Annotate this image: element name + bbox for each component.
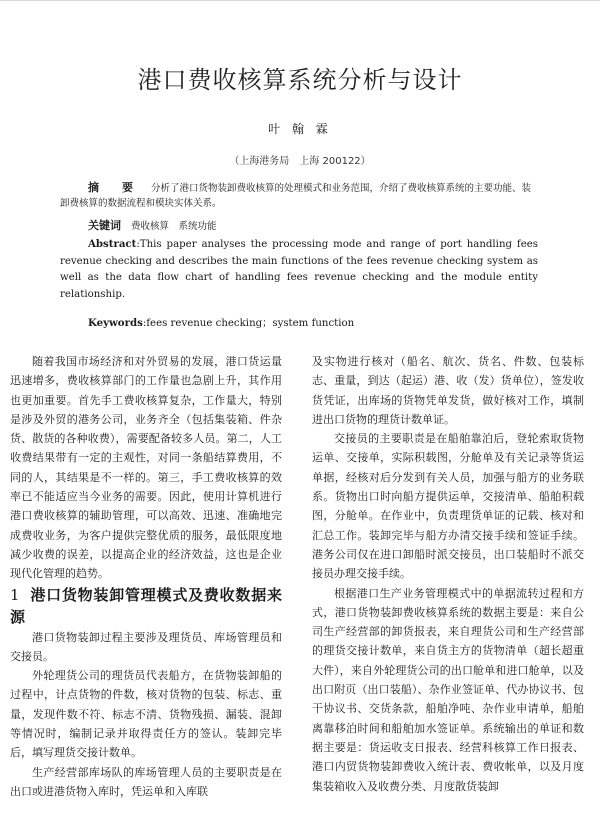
right-paragraph-1: 及实物进行核对（船名、航次、货名、件数、包装标志、重量，到达（起运）港、收（发）货单位），签发收货凭证，出库场的货物凭单发货，做好核对工作，填制进出口货物的理货计数单证。	[312, 355, 584, 426]
keywords-en-label: Keywords	[88, 317, 143, 329]
keywords-cn-label: 关键词	[88, 219, 121, 232]
abstract-cn-text: 分析了港口货物装卸费收核算的处理模式和业务范围，介绍了费收核算系统的主要功能、装卸费核算的数据流程和模块实体关系。	[60, 183, 532, 209]
abstract-en-label: Abstract	[88, 238, 137, 250]
abstract-en-sep: :	[136, 239, 140, 250]
keywords-cn-text: 费收核算 系统功能	[131, 221, 217, 232]
abstract-en	[60, 236, 538, 303]
section-1-heading	[10, 584, 282, 628]
keywords-en-sep: :	[142, 318, 147, 329]
right-paragraph-2: 交接员的主要职责是在船舶靠泊后，登轮索取货物运单、交接单，实际积载图，分舱单及有关记录等货运单据，经核对后分发到有关人员，加强与船方的业务联系。货物出口时向船方提供运单，交接清单、船舶积载图，分舱单。在作业中，负责理货单证的记载、核对和汇总工作。装卸完毕与船方办清交接手续和签证手续。港务公司仅在进口卸船时派交接员，出口装船时不派交接员办理交接手续。	[312, 432, 584, 581]
left-paragraph-1: 随着我国市场经济和对外贸易的发展，港口货运量迅速增多，费收核算部门的工作量也急剧上升，其作用也更加重要。首先手工费收核算复杂，工作量大，特别是涉及外贸的港务公司，业务齐全（包括集装箱、件杂货、散货的各种收费），需要配备较多人员。第二，人工收费结果带有一定的主观性，对同一条船结算费用，不同的人，其结果是不一样的。第三，手工费收核算的效率已不能适应当今业务的需要。因此，使用计算机进行港口费收核算的辅助管理，可以高效、迅速、准确地完成费收业务，为客户提供完整优质的服务，最低限度地减少收费的误差，以提高企业的经济效益，这也是企业现代化管理的趋势。	[10, 355, 282, 581]
left-paragraph-3: 外轮理货公司的理货员代表船方，在货物装卸船的过程中，计点货物的件数，核对货物的包装、标志、重量，发现件数不符、标志不清、货物残损、漏装、混卸等情况时，编制记录并取得责任方的签认。装卸完毕后，填写理货交接计数单。	[10, 669, 282, 760]
section-1-title: 港口货物装卸管理模式及费收数据来源	[10, 585, 282, 626]
body-column-left	[10, 352, 282, 801]
left-paragraph-2: 港口货物装卸过程主要涉及理货员、库场管理员和交接员。	[10, 630, 282, 663]
body-column-right	[312, 352, 584, 796]
left-paragraph-4: 生产经营部库场队的库场管理人员的主要职责是在出口或进港货物入库时，凭运单和入库联	[10, 765, 282, 798]
abstract-cn-label: 摘 要	[88, 181, 139, 194]
section-1-number: 1	[10, 585, 20, 604]
keywords-en	[60, 316, 538, 331]
abstract-cn	[60, 180, 538, 211]
paper-title: 港口费收核算系统分析与设计	[137, 66, 463, 94]
top-rule	[0, 0, 600, 1]
abstract-en-text: This paper analyses the processing mode and range of port handling fees revenue checking and describes the main functions of the fees revenue checking system as well as the data flow chart of handling fees revenue checking and the module entity relationship.	[60, 239, 538, 300]
author-name: 叶 翰 霖	[268, 122, 332, 136]
keywords-en-text: fees revenue checking；system function	[146, 318, 355, 329]
right-paragraph-3: 根据港口生产业务管理模式中的单据流转过程和方式，港口货物装卸费收核算系统的数据主要是：来自公司生产经营部的卸货报表，来自理货公司和生产经营部的理货交接计数单，来自货主方的货物清单（超长超重大件），来自外轮理货公司的出口舱单和进口舱单，以及出口附页（出口装船）、杂作业签证单、代办协议书、包干协议书、交货条款，船舶净吨、杂作业申请单，船舶离靠移泊时间和船舶加水签证单。系统输出的单证和数据主要是：货运收支日报表、经营科核算工作日报表、港口内贸货物装卸费收入统计表、费收帐单，以及月度集装箱收入及收费分类、月度散货装卸	[312, 586, 584, 793]
keywords-cn	[60, 218, 538, 234]
affiliation: （上海港务局 上海 200122）	[229, 156, 371, 167]
